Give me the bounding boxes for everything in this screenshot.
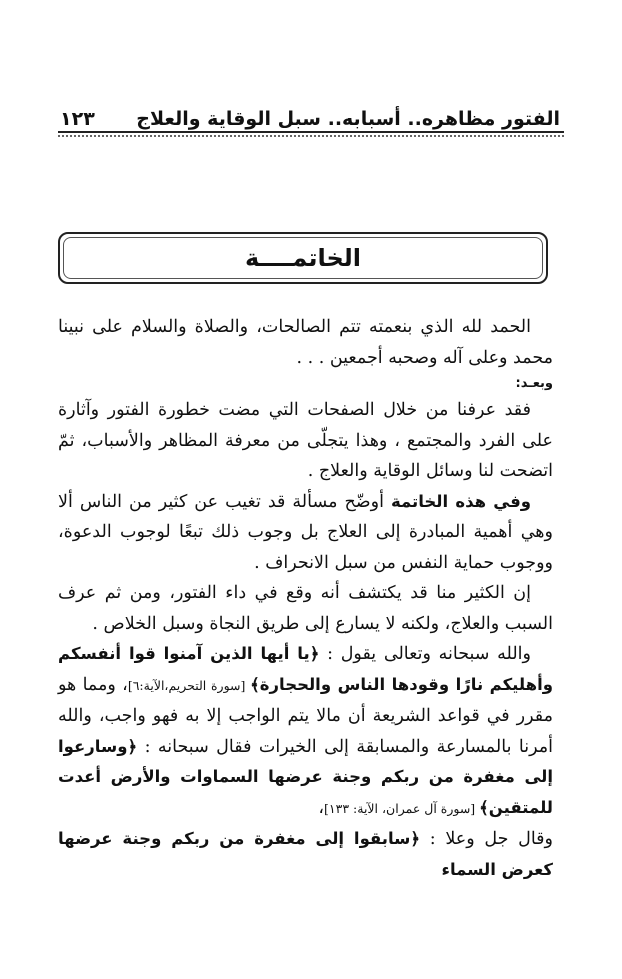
quran-verse: ﴿سابقوا إلى مغفرة من ربكم وجنة عرضها كعرض السماء	[58, 829, 553, 879]
paragraph-diagnosis: إن الكثير منا قد يكتشف أنه وقع في داء الفتور، ومن ثم عرف السبب والعلاج، ولكنه لا يسارع إلى طريق النجاة وسبل الخلاص .	[58, 583, 553, 634]
section-title-frame	[58, 232, 548, 284]
paragraph-text: أوضّح مسألة قد تغيب عن كثير من الناس ألا وهي أهمية المبادرة إلى العلاج بل وجوب ذلك تبعًا لوجوب الدعوة، ووجوب حماية النفس من سبل الانحراف .	[58, 491, 553, 573]
running-header	[60, 98, 560, 130]
verse-citation: [سورة التحريم،الآية:٦]	[127, 677, 251, 693]
paragraph-text: والله سبحانه وتعالى يقول :	[319, 644, 531, 664]
quran-verse: ﴿يا أيها الذين آمنوا قوا أنفسكم وأهليكم نارًا وقودها الناس والحجارة﴾	[58, 644, 553, 694]
quran-verse: ﴿وسارعوا إلى مغفرة من ربكم وجنة عرضها السماوات والأرض أعدت للمتقين﴾	[58, 736, 553, 817]
paragraph-opening: الحمد لله الذي بنعمته تتم الصالحات، والصلاة والسلام على نبينا محمد وعلى آله وصحبه أجمعين . . .	[58, 317, 553, 368]
header-divider	[58, 131, 564, 137]
bold-phrase: وفي هذه الخاتمة	[390, 491, 532, 511]
paragraph-final	[58, 824, 553, 885]
section-title: الخاتمــــة	[244, 244, 361, 272]
running-header-title: الفتور مظاهره.. أسبابه.. سبل الوقاية والعلاج	[136, 108, 560, 130]
paragraph-text: ،	[318, 797, 325, 818]
paragraph-conclusion-point	[58, 487, 553, 579]
paragraph-text: ، ومما هو مقرر في قواعد الشريعة أن مالا يتم الواجب إلا به فهو واجب، والله أمرنا بالمسارعة والمسابقة إلى الخيرات فقال سبحانه :	[58, 674, 553, 757]
paragraph-text: وقال جل وعلا :	[420, 829, 553, 849]
paragraph-evidence	[58, 639, 553, 824]
body-text	[58, 312, 553, 885]
page-number: ١٢٣	[60, 108, 95, 130]
after-label: وبعـد:	[515, 376, 553, 391]
verse-citation: [سورة آل عمران، الآية: ١٣٣]	[324, 800, 480, 816]
paragraph-intro: فقد عرفنا من خلال الصفحات التي مضت خطورة الفتور وآثارة على الفرد والمجتمع ، وهذا يتجلّى من معرفة المظاهر والأسباب، ثمّ اتضحت لنا وسائل الوقاية والعلاج .	[58, 400, 553, 481]
